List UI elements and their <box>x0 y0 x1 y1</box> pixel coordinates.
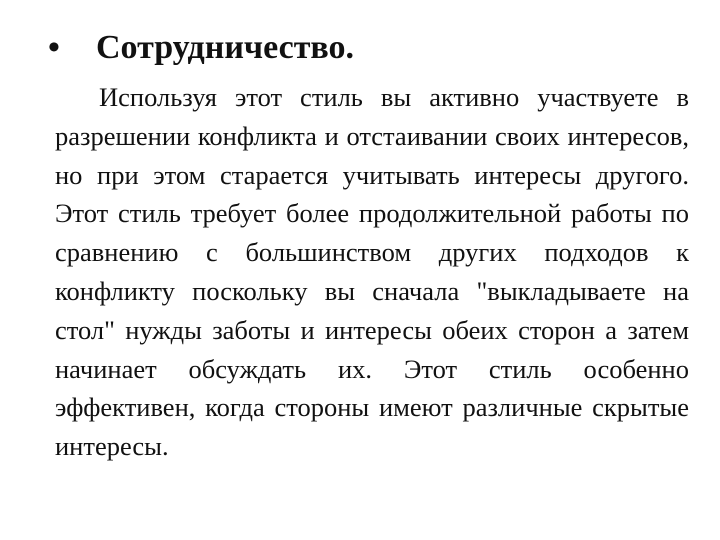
slide-title: Сотрудничество. <box>96 29 355 66</box>
body-paragraph: Используя этот стиль вы активно участвуете в разрешении конфликта и отстаивании своих интересов, но при этом старается учитывать интересы другого. Этот стиль требует более продолжительной работы по сравнению с большинством других подходов к конфликту поскольку вы сначала "выкладываете на стол" нужды заботы и интересы обеих сторон а затем начинает обсуждать их. Этот стиль особенно эффективен, когда стороны имеют различные скрытые интересы. <box>55 82 689 462</box>
bullet-marker: • <box>48 29 60 66</box>
slide-heading <box>48 18 688 78</box>
